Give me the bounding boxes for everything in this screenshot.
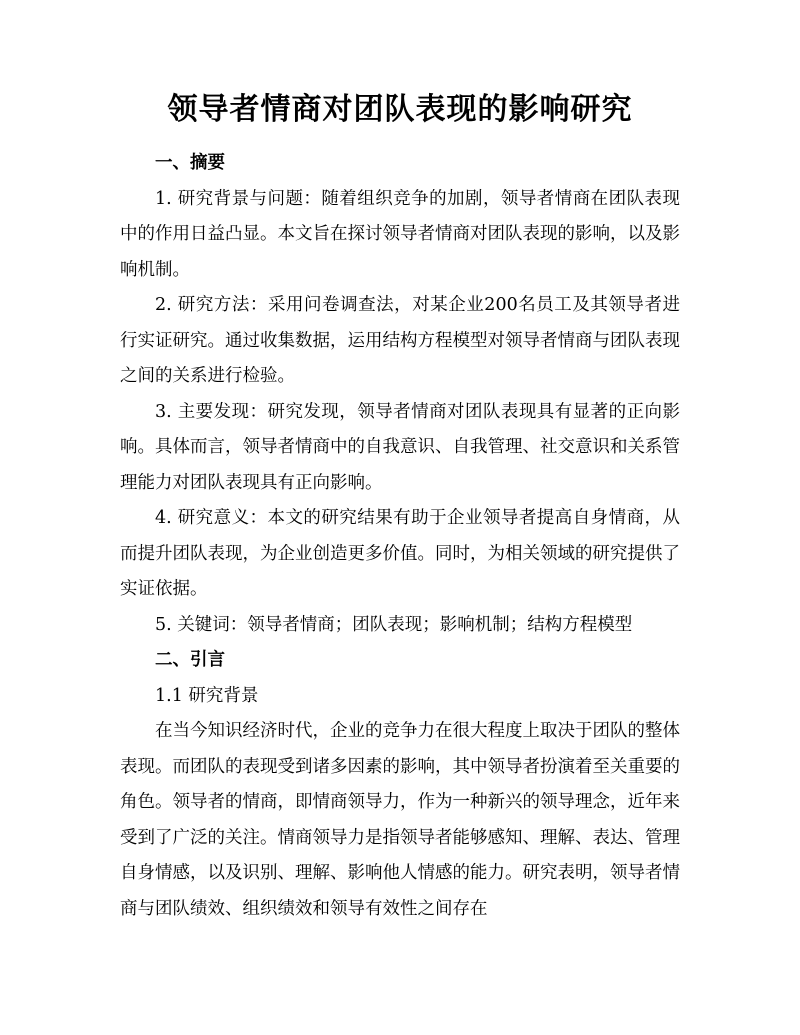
document-title: 领导者情商对团队表现的影响研究 — [167, 92, 633, 127]
abstract-item-3: 3. 主要发现：研究发现，领导者情商对团队表现具有显著的正向影响。具体而言，领导者情商中的自我意识、自我管理、社交意识和关系管理能力对团队表现具有正向影响。 — [120, 401, 680, 493]
abstract-item-5: 5. 关键词：领导者情商；团队表现；影响机制；结构方程模型 — [155, 614, 633, 635]
intro-sub-heading: 1.1 研究背景 — [155, 685, 259, 706]
abstract-item-2: 2. 研究方法：采用问卷调查法，对某企业200名员工及其领导者进行实证研究。通过收集数据，运用结构方程模型对领导者情商与团队表现之间的关系进行检验。 — [120, 295, 680, 386]
intro-heading: 二、引言 — [155, 650, 225, 670]
abstract-item-4: 4. 研究意义：本文的研究结果有助于企业领导者提高自身情商，从而提升团队表现，为企业创造更多价值。同时，为相关领域的研究提供了实证依据。 — [120, 508, 680, 599]
intro-paragraph: 在当今知识经济时代，企业的竞争力在很大程度上取决于团队的整体表现。而团队的表现受到诸多因素的影响，其中领导者扮演着至关重要的角色。领导者的情商，即情商领导力，作为一种新兴的领导理念，近年来受到了广泛的关注。情商领导力是指领导者能够感知、理解、表达、管理自身情感，以及识别、理解、影响他人情感的能力。研究表明，领导者情商与团队绩效、组织绩效和领导有效性之间存在 — [120, 721, 680, 919]
abstract-heading: 一、摘要 — [155, 153, 225, 173]
abstract-item-1: 1. 研究背景与问题：随着组织竞争的加剧，领导者情商在团队表现中的作用日益凸显。本文旨在探讨领导者情商对团队表现的影响，以及影响机制。 — [120, 188, 680, 280]
document-body — [120, 146, 680, 927]
